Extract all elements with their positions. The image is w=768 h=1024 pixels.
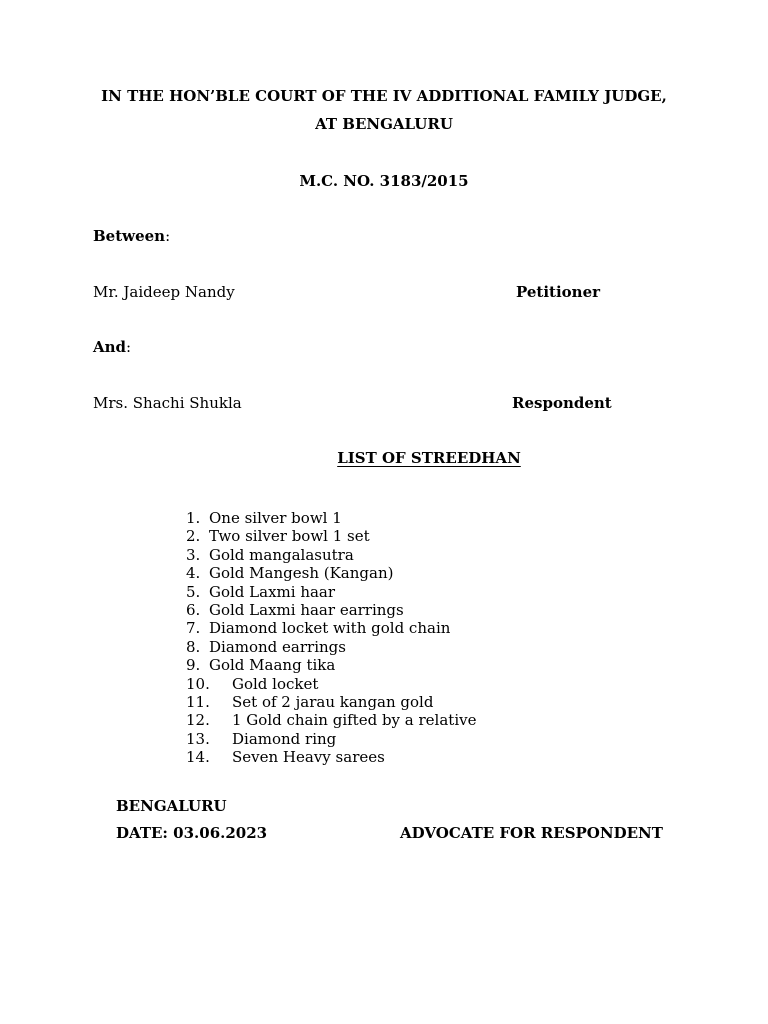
petitioner-role: Petitioner xyxy=(516,283,601,301)
list-item-number: 4. xyxy=(186,564,201,583)
list-item-number: 5. xyxy=(186,582,201,601)
list-item-text: Gold locket xyxy=(232,674,319,693)
list-item xyxy=(186,638,476,656)
respondent-role: Respondent xyxy=(512,394,612,412)
and-label xyxy=(93,338,131,356)
list-item-number: 8. xyxy=(186,637,201,656)
list-item-number: 10. xyxy=(186,674,210,693)
signatory: ADVOCATE FOR RESPONDENT xyxy=(400,824,663,842)
petitioner-name: Mr. Jaideep Nandy xyxy=(93,283,235,301)
list-item-text: Diamond earrings xyxy=(209,637,346,656)
list-item xyxy=(186,583,476,601)
respondent-name: Mrs. Shachi Shukla xyxy=(93,394,242,412)
list-item-number: 7. xyxy=(186,619,201,638)
list-item-text: Gold Maang tika xyxy=(209,656,336,675)
list-item xyxy=(186,527,476,545)
date: DATE: 03.06.2023 xyxy=(116,824,268,842)
list-item xyxy=(186,675,476,693)
list-item-text: Seven Heavy sarees xyxy=(232,748,385,767)
list-item-number: 9. xyxy=(186,656,201,675)
list-item-number: 3. xyxy=(186,545,201,564)
list-item-number: 13. xyxy=(186,729,210,748)
between-label-text: Between xyxy=(93,227,166,245)
list-item xyxy=(186,748,476,766)
list-item-number: 6. xyxy=(186,601,201,620)
list-item-text: Diamond ring xyxy=(232,729,337,748)
streedhan-list xyxy=(186,509,476,767)
list-item-text: Gold Mangesh (Kangan) xyxy=(209,564,394,583)
list-item xyxy=(186,711,476,729)
list-item-text: Gold Laxmi haar xyxy=(209,582,336,601)
court-heading-line2: AT BENGALURU xyxy=(315,115,453,133)
list-item xyxy=(186,509,476,527)
place: BENGALURU xyxy=(116,797,227,815)
list-item-number: 11. xyxy=(186,693,210,712)
list-item xyxy=(186,656,476,674)
list-item-text: Gold Laxmi haar earrings xyxy=(209,601,404,620)
list-item xyxy=(186,730,476,748)
list-item-text: Set of 2 jarau kangan gold xyxy=(232,693,434,712)
list-item xyxy=(186,546,476,564)
list-item xyxy=(186,619,476,637)
case-number: M.C. NO. 3183/2015 xyxy=(299,172,469,190)
court-heading-line1: IN THE HON’BLE COURT OF THE IV ADDITIONAL FAMILY JUDGE, xyxy=(101,87,667,105)
list-item-number: 1. xyxy=(186,509,201,527)
list-item xyxy=(186,601,476,619)
list-item-text: Two silver bowl 1 set xyxy=(209,527,370,546)
list-item-text: One silver bowl 1 xyxy=(209,509,342,527)
list-item xyxy=(186,693,476,711)
list-item-number: 12. xyxy=(186,711,210,730)
list-item-number: 14. xyxy=(186,748,210,767)
list-item-text: Diamond locket with gold chain xyxy=(209,619,451,638)
list-item-number: 2. xyxy=(186,527,201,546)
list-item-text: 1 Gold chain gifted by a relative xyxy=(232,711,477,730)
and-label-text: And xyxy=(93,338,127,356)
between-colon: : xyxy=(165,227,171,245)
and-colon: : xyxy=(126,338,132,356)
between-label xyxy=(93,227,170,245)
list-item xyxy=(186,564,476,582)
list-item-text: Gold mangalasutra xyxy=(209,545,354,564)
list-title: LIST OF STREEDHAN xyxy=(337,449,521,467)
